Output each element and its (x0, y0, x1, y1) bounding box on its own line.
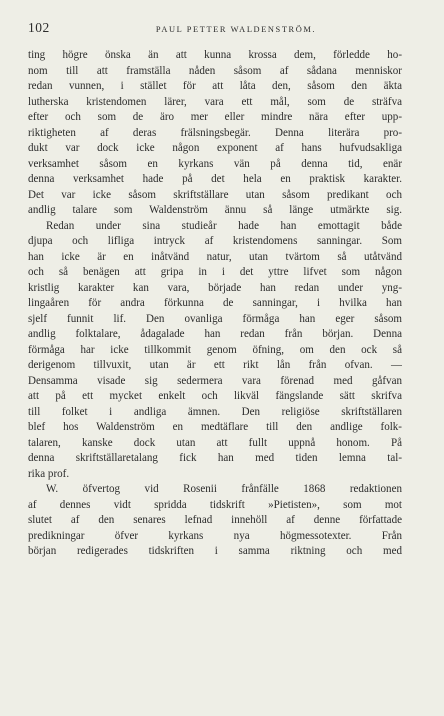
text-line: denna verksamhet hade på det hela en praktisk karakter. (28, 173, 402, 185)
running-head: PAUL PETTER WALDENSTRÖM. (155, 25, 317, 34)
text-line: Densamma visade sig sedermera vara förenad med gåfvan (28, 374, 402, 387)
text-line: att på ett mycket enkelt och likväl fängslande sätt skrifva (28, 390, 402, 402)
text-line: derigenom tillvuxit, utan är ett rikt lån från ofvan. — (28, 359, 402, 371)
page-number: 102 (28, 20, 50, 35)
text-line: efter och som de äro mer eller mindre nära efter upp- (28, 111, 402, 123)
text-line: djupa och lifliga intryck af kristendomens sanningar. Som (28, 235, 402, 247)
text-line: slutet af den senares lefnad innehöll af denne författade (28, 514, 402, 526)
text-line: predikningar öfver kyrkans nya högmessotexter. Från (28, 529, 402, 542)
text-line: dukt var dock icke någon exponent af hans hufvudsakliga (28, 142, 402, 154)
text-line: denna skriftställaretalang fick han med tiden lemna tal- (28, 452, 402, 464)
text-line: af dennes vidt spridda tidskrift »Pietisten», som mot (28, 498, 402, 511)
text-line: redan vunnen, i stället för att låta den, såsom den äkta (28, 80, 402, 92)
text-line: Redan under sina studieår hade han emottagit både (46, 219, 402, 232)
text-line: lingaåren för andra förkunna de sanningar, i hvilka han (28, 297, 402, 309)
text-line: lutherska kristendomen lärer, vara ett mål, som de sträfva (28, 95, 402, 108)
text-line: W. öfvertog vid Rosenii frånfälle 1868 redaktionen (46, 483, 402, 495)
text-line: kristlig karakter kan vara, började han redan under yng- (28, 281, 402, 294)
text-line: Det var icke såsom skriftställare utan såsom predikant och (28, 188, 402, 201)
text-line: början redigerades tidskriften i samma riktning och med (28, 545, 402, 557)
text-line: blef hos Waldenström en medtäflare till den andlige folk- (28, 421, 402, 433)
text-line: talaren, kanske dock utan att fullt uppnå honom. På (28, 436, 402, 449)
page-header (28, 20, 402, 42)
text-line: nom till att framställa nåden såsom af sådana menniskor (28, 64, 402, 77)
text-line: ting högre önska än att kunna krossa dem, förledde ho- (28, 49, 402, 61)
text-line: andlig talare som Waldenström ännu så länge utmärkte sig. (28, 204, 402, 216)
text-line: förmåga har icke tillkommit genom öfning, om den ock så (28, 343, 402, 356)
text-line: sjelf funnit lif. Den ovanliga förmåga han eger såsom (28, 312, 402, 325)
text-line: riktigheten af deras frälsningsbegär. Denna literära pro- (28, 126, 402, 139)
text-line: och så benägen att gripa in i det yttre lifvet som någon (28, 266, 402, 278)
text-line: till folket i andliga ämnen. Den religiöse skriftställaren (28, 405, 402, 418)
text-line: verksamhet såsom en kyrkans vän på denna tid, enär (28, 157, 402, 170)
text-line: han icke är en inåtvänd natur, utan tvärtom så utåtvänd (28, 250, 402, 263)
body-text (28, 48, 402, 560)
text-line: rika prof. (28, 467, 70, 480)
text-line: andlig folktalare, ådagalade han redan från början. Denna (28, 328, 402, 340)
